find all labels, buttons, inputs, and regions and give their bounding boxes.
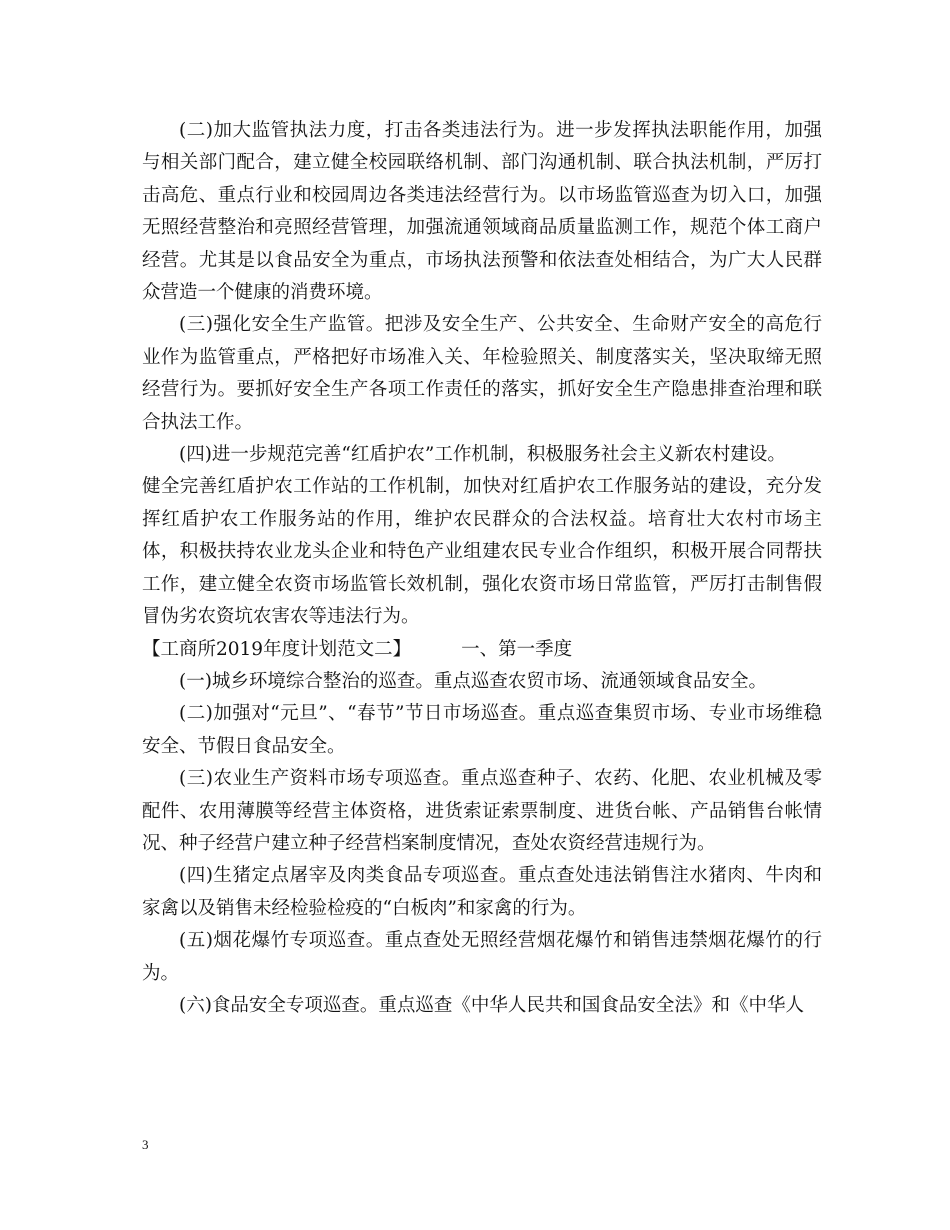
paragraph-red-shield: (四)进一步规范完善“红盾护农”工作机制，积极服务社会主义新农村建设。 [179,444,786,466]
list-item: (二)加强对“元旦”、“春节”节日市场巡查。重点巡查集贸市场、专业市场维稳安全、节假日食品安全。 [142,703,822,757]
list-item: (一)城乡环境综合整治的巡查。重点巡查农贸市场、流通领域食品安全。 [179,670,767,692]
paragraph-red-shield-continued: 健全完善红盾护农工作站的工作机制，加快对红盾护农工作服务站的建设，充分发挥红盾护农工作服务站的作用，维护农民群众的合法权益。培育壮大农村市场主体，积极扶持农业龙头企业和特色产业组建农民专业合作组织，积极开展合同帮扶工作，建立健全农资市场监管长效机制，强化农资市场日常监管，严厉打击制售假冒伪劣农资坑农害农等违法行为。 [142,476,822,628]
list-item: (三)农业生产资料市场专项巡查。重点巡查种子、农药、化肥、农业机械及零配件、农用薄膜等经营主体资格，进货索证索票制度、进货台帐、产品销售台帐情况、种子经营户建立种子经营档案制度情况，查处农资经营违规行为。 [142,768,822,854]
list-item: (五)烟花爆竹专项巡查。重点查处无照经营烟花爆竹和销售违禁烟花爆竹的行为。 [142,930,822,984]
page-number: 3 [142,1137,149,1152]
list-item: (六)食品安全专项巡查。重点巡查《中华人民共和国食品安全法》和《中华人 [179,994,804,1016]
section-subtitle: 一、第一季度 [461,638,573,660]
paragraph-safety-production: (三)强化安全生产监管。把涉及安全生产、公共安全、生命财产安全的高危行业作为监管重点，严格把好市场准入关、年检验照关、制度落实关，坚决取缔无照经营行为。要抓好安全生产各项工作责任的落实，抓好安全生产隐患排查治理和联合执法工作。 [142,314,822,433]
document-body [142,115,822,1022]
section-title: 【工商所2019年度计划范文二】 [142,638,412,660]
paragraph-enforcement: (二)加大监管执法力度，打击各类违法行为。进一步发挥执法职能作用，加强与相关部门配合，建立健全校园联络机制、部门沟通机制、联合执法机制，严厉打击高危、重点行业和校园周边各类违法经营行为。以市场监管巡查为切入口，加强无照经营整治和亮照经营管理，加强流通领域商品质量监测工作，规范个体工商户经营。尤其是以食品安全为重点，市场执法预警和依法查处相结合，为广大人民群众营造一个健康的消费环境。 [142,120,822,304]
list-item: (四)生猪定点屠宰及肉类食品专项巡查。重点查处违法销售注水猪肉、牛肉和家禽以及销售未经检验检疫的“白板肉”和家禽的行为。 [142,865,822,919]
section-heading [142,634,822,666]
